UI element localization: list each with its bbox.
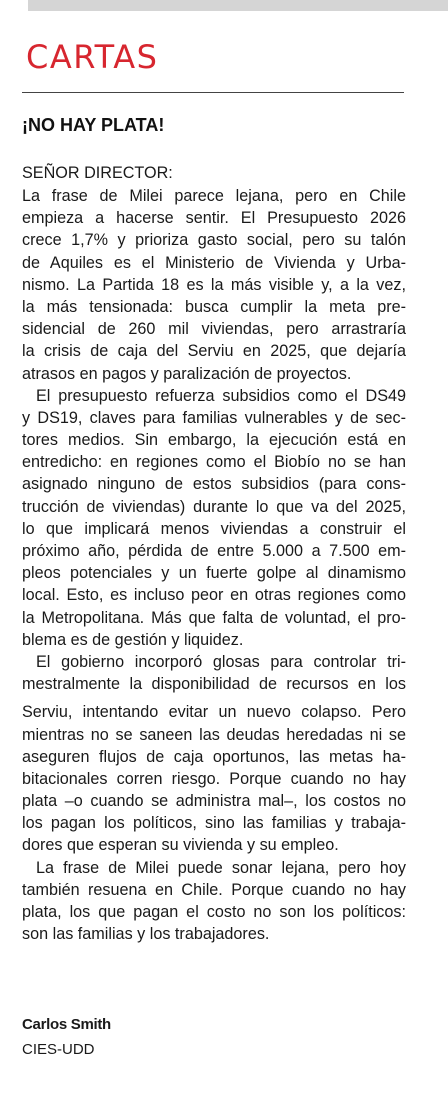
paragraph-line: blema es de gestión y liquidez. [22,630,244,649]
paragraph-line: los pagan los políticos, sino las familias y trabaja- [22,814,406,833]
paragraph-line: local. Esto, es incluso peor en otras regiones como [22,586,406,605]
paragraph-line: empieza a hacerse sentir. El Presupuesto 2026 [22,209,406,228]
paragraph-line: entredicho: en regiones como el Biobío no se han [22,453,406,472]
paragraph-line: nismo. La Partida 18 es la más visible y, a la vez, [22,275,406,294]
paragraph-line: de Aquiles es el Ministerio de Vivienda y Urba- [22,253,406,272]
paragraph-line: El presupuesto refuerza subsidios como el DS49 [36,386,406,405]
letter-body [22,185,406,945]
paragraph-line: Serviu, intentando evitar un nuevo colapso. Pero [22,703,406,722]
paragraph-line: también resuena en Chile. Porque cuando no hay [22,880,406,899]
paragraph-line: mientras no se saneen las deudas heredadas ni se [22,725,406,744]
paragraph-line: atrasos en pagos y paralización de proyectos. [22,364,352,383]
author-affiliation: CIES-UDD [22,1041,95,1058]
paragraph-line: plata, los que pagan el costo no son los políticos: [22,903,406,921]
paragraph-line: dores que esperan su vivienda y su empleo. [22,836,339,855]
paragraph [22,651,406,857]
paragraph-line: próximo año, pérdida de entre 5.000 a 7.500 em- [22,542,406,560]
paragraph-line: La frase de Milei puede sonar lejana, pero hoy [36,858,406,877]
paragraph-line: la Metropolitana. Más que falta de voluntad, el pro- [22,608,406,627]
paragraph-line: trucción de viviendas) durante lo que va del 2025, [22,497,406,516]
paragraph-line: crece 1,7% y prioriza gasto social, pero su talón [22,231,406,250]
paragraph-line: sidencial de 260 mil viviendas, pero arrastraría [22,320,406,339]
section-title: CARTAS [26,38,159,76]
paragraph-line: El gobierno incorporó glosas para controlar tri- [36,652,406,671]
paragraph-line: tores medios. Sin embargo, la ejecución está en [22,431,406,450]
paragraph-line: la crisis de caja del Serviu en 2025, que dejaría [22,342,406,361]
paragraph-line: bitacionales corren riesgo. Porque cuando no hay [22,769,406,788]
paragraph-line: asignado ninguno de estos subsidios (para cons- [22,475,406,494]
paragraph-line: la más tensionada: busca cumplir la meta pre- [22,297,406,316]
paragraph-line: pleos potenciales y un fuerte golpe al dinamismo [22,564,406,583]
paragraph-line: y DS19, claves para familias vulnerables y de sec- [22,408,406,427]
paragraph-line: La frase de Milei parece lejana, pero en Chile [22,187,406,205]
letter-headline: ¡NO HAY PLATA! [22,115,165,135]
paragraph-line: lo que implicará menos viviendas a construir el [22,519,406,538]
top-gray-bar [28,0,448,11]
salutation: SEÑOR DIRECTOR: [22,164,173,182]
paragraph [22,385,406,651]
author-name: Carlos Smith [22,1016,111,1033]
section-divider [22,92,404,93]
paragraph [22,185,406,385]
paragraph [22,857,406,946]
paragraph-line: plata –o cuando se administra mal–, los costos no [22,792,406,811]
paragraph-line: son las familias y los trabajadores. [22,925,270,944]
paragraph-line: mestralmente la disponibilidad de recursos en los [22,675,406,694]
paragraph-line: aseguren flujos de caja oportunos, las metas ha- [22,747,406,766]
